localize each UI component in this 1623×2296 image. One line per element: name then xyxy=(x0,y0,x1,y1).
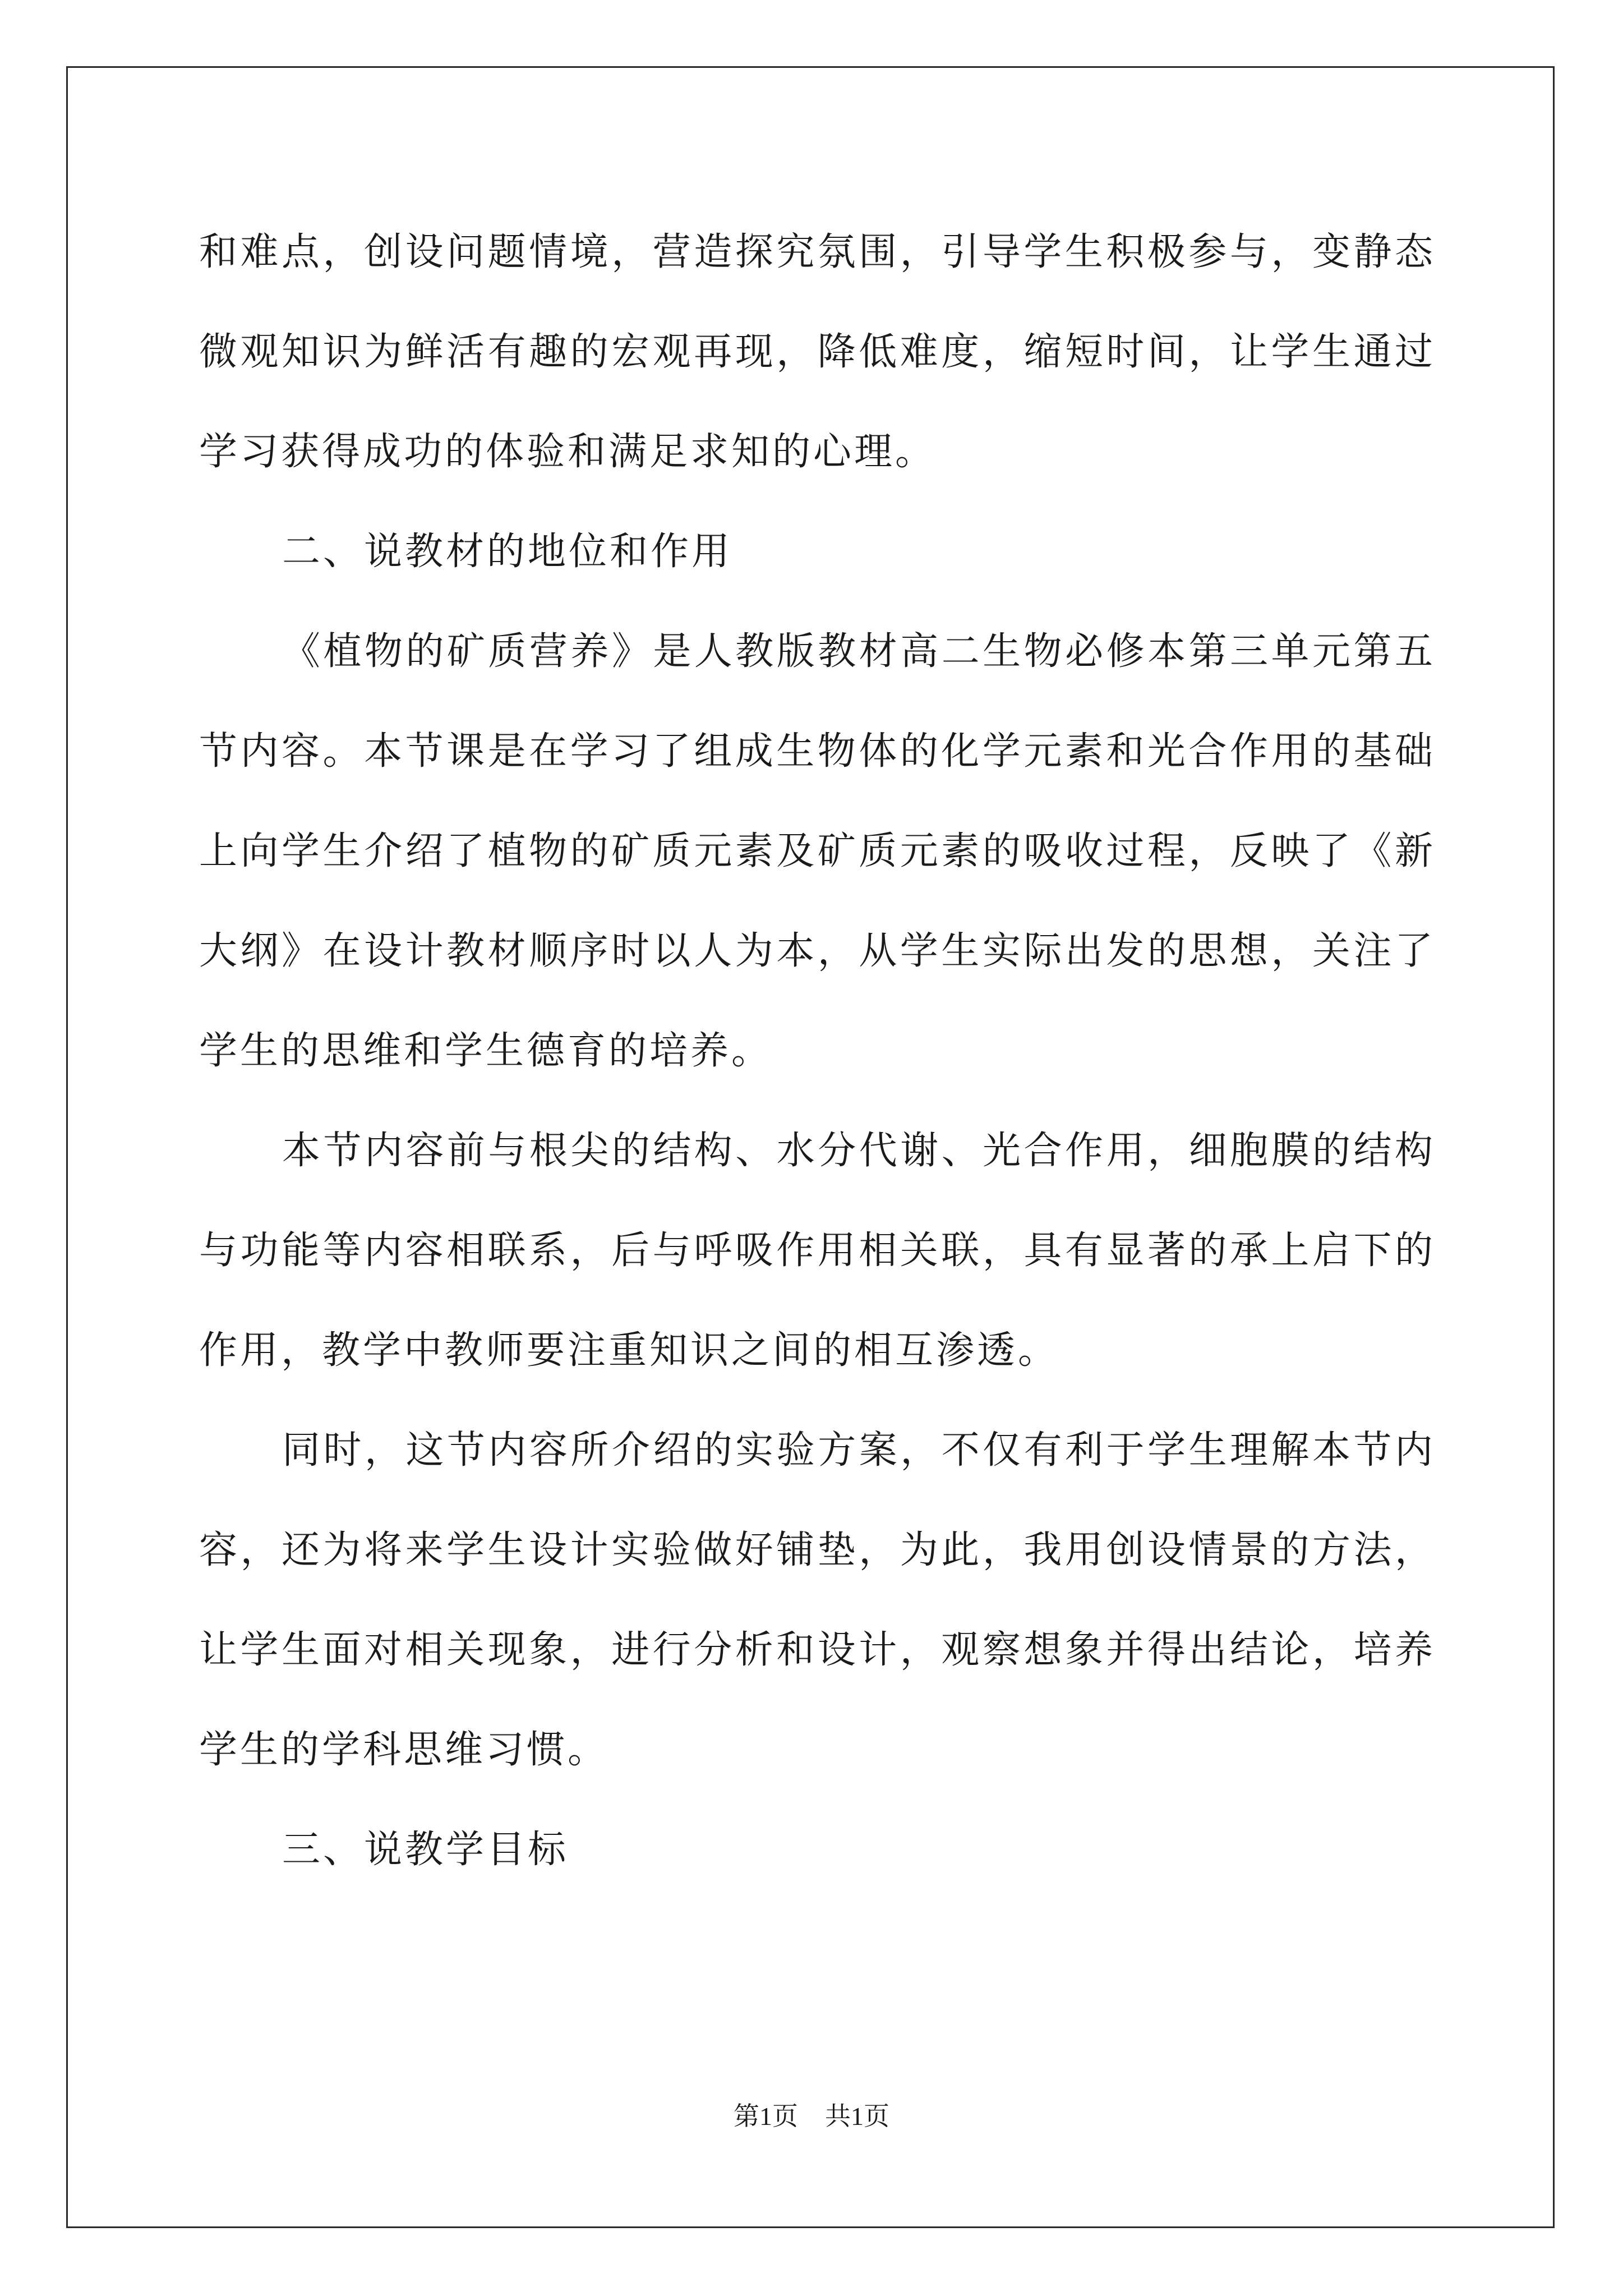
page-total: 共1页 xyxy=(825,2102,889,2131)
text-line: 容，还为将来学生设计实验做好铺垫，为此，我用创设情景的方法， xyxy=(199,1528,1433,1572)
page-footer xyxy=(0,2101,1623,2132)
text-line: 让学生面对相关现象，进行分析和设计，观察想象并得出结论，培养 xyxy=(199,1628,1433,1672)
text-line: 和难点，创设问题情境，营造探究氛围，引导学生积极参与，变静态 xyxy=(199,230,1433,274)
section-heading: 二、说教材的地位和作用 xyxy=(282,530,733,574)
text-line: 微观知识为鲜活有趣的宏观再现，降低难度，缩短时间，让学生通过 xyxy=(199,330,1433,374)
text-line: 节内容。本节课是在学习了组成生物体的化学元素和光合作用的基础 xyxy=(199,729,1433,774)
text-line: 《植物的矿质营养》是人教版教材高二生物必修本第三单元第五 xyxy=(282,629,1433,674)
text-line: 同时，这节内容所介绍的实验方案，不仅有利于学生理解本节内 xyxy=(282,1428,1433,1473)
section-heading: 三、说教学目标 xyxy=(282,1828,569,1872)
text-line: 与功能等内容相联系，后与呼吸作用相关联，具有显著的承上启下的 xyxy=(199,1228,1433,1273)
text-line: 本节内容前与根尖的结构、水分代谢、光合作用，细胞膜的结构 xyxy=(282,1129,1433,1173)
text-line: 大纲》在设计教材顺序时以人为本，从学生实际出发的思想，关注了 xyxy=(199,929,1433,973)
text-line: 上向学生介绍了植物的矿质元素及矿质元素的吸收过程，反映了《新 xyxy=(199,829,1433,873)
text-line: 作用，教学中教师要注重知识之间的相互渗透。 xyxy=(199,1328,1059,1373)
page-number: 第1页 xyxy=(734,2102,798,2131)
text-line: 学生的学科思维习惯。 xyxy=(199,1728,609,1772)
text-line: 学生的思维和学生德育的培养。 xyxy=(199,1029,773,1073)
text-line: 学习获得成功的体验和满足求知的心理。 xyxy=(199,430,937,474)
